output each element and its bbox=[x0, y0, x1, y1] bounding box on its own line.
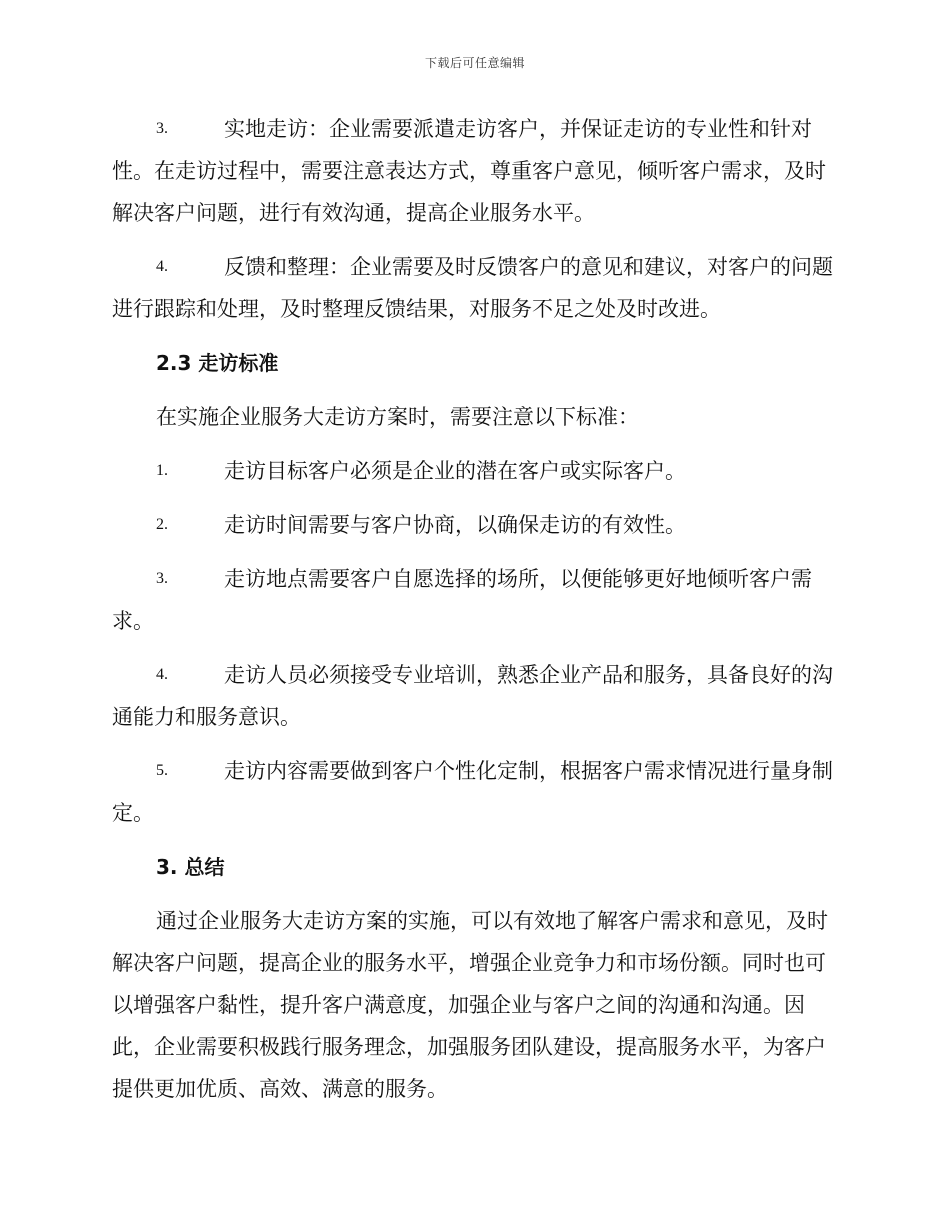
list-number: 4. bbox=[156, 666, 168, 683]
standards-item-4 bbox=[112, 654, 836, 738]
list-number: 2. bbox=[156, 516, 168, 533]
list-number: 3. bbox=[156, 570, 168, 587]
standards-item-3 bbox=[112, 558, 836, 642]
list-item-text: 实地走访：企业需要派遣走访客户，并保证走访的专业性和针对性。在走访过程中，需要注意表达方式，尊重客户意见，倾听客户需求，及时解决客户问题，进行有效沟通，提高企业服务水平。 bbox=[112, 117, 826, 225]
list-item-text: 走访地点需要客户自愿选择的场所，以便能够更好地倾听客户需求。 bbox=[112, 567, 812, 633]
standards-item-5 bbox=[112, 750, 836, 834]
list-number: 3. bbox=[156, 120, 168, 137]
list-item-text: 走访人员必须接受专业培训，熟悉企业产品和服务，具备良好的沟通能力和服务意识。 bbox=[112, 663, 833, 729]
process-item-3 bbox=[112, 108, 836, 234]
list-item-text: 走访时间需要与客户协商，以确保走访的有效性。 bbox=[224, 513, 686, 537]
standards-intro: 在实施企业服务大走访方案时，需要注意以下标准： bbox=[156, 405, 639, 429]
standards-item-2 bbox=[112, 504, 836, 546]
summary-paragraph: 通过企业服务大走访方案的实施，可以有效地了解客户需求和意见，及时解决客户问题，提高企业的服务水平，增强企业竞争力和市场份额。同时也可以增强客户黏性，提升客户满意度，加强企业与客户之间的沟通和沟通。因此，企业需要积极践行服务理念，加强服务团队建设，提高服务水平，为客户提供更加优质、高效、满意的服务。 bbox=[112, 909, 828, 1101]
list-item-text: 走访内容需要做到客户个性化定制，根据客户需求情况进行量身制定。 bbox=[112, 759, 833, 825]
list-number: 5. bbox=[156, 762, 168, 779]
section-heading-standards: 2.3 走访标准 bbox=[156, 351, 279, 375]
list-item-text: 走访目标客户必须是企业的潜在客户或实际客户。 bbox=[224, 459, 686, 483]
standards-item-1 bbox=[112, 450, 836, 492]
list-number: 1. bbox=[156, 462, 168, 479]
process-item-4 bbox=[112, 246, 836, 330]
list-item-text: 反馈和整理：企业需要及时反馈客户的意见和建议，对客户的问题进行跟踪和处理，及时整理反馈结果，对服务不足之处及时改进。 bbox=[112, 255, 833, 321]
header-note: 下载后可任意编辑 bbox=[424, 56, 525, 70]
document-body bbox=[112, 108, 836, 1122]
list-number: 4. bbox=[156, 258, 168, 275]
section-heading-summary: 3. 总结 bbox=[156, 855, 225, 879]
